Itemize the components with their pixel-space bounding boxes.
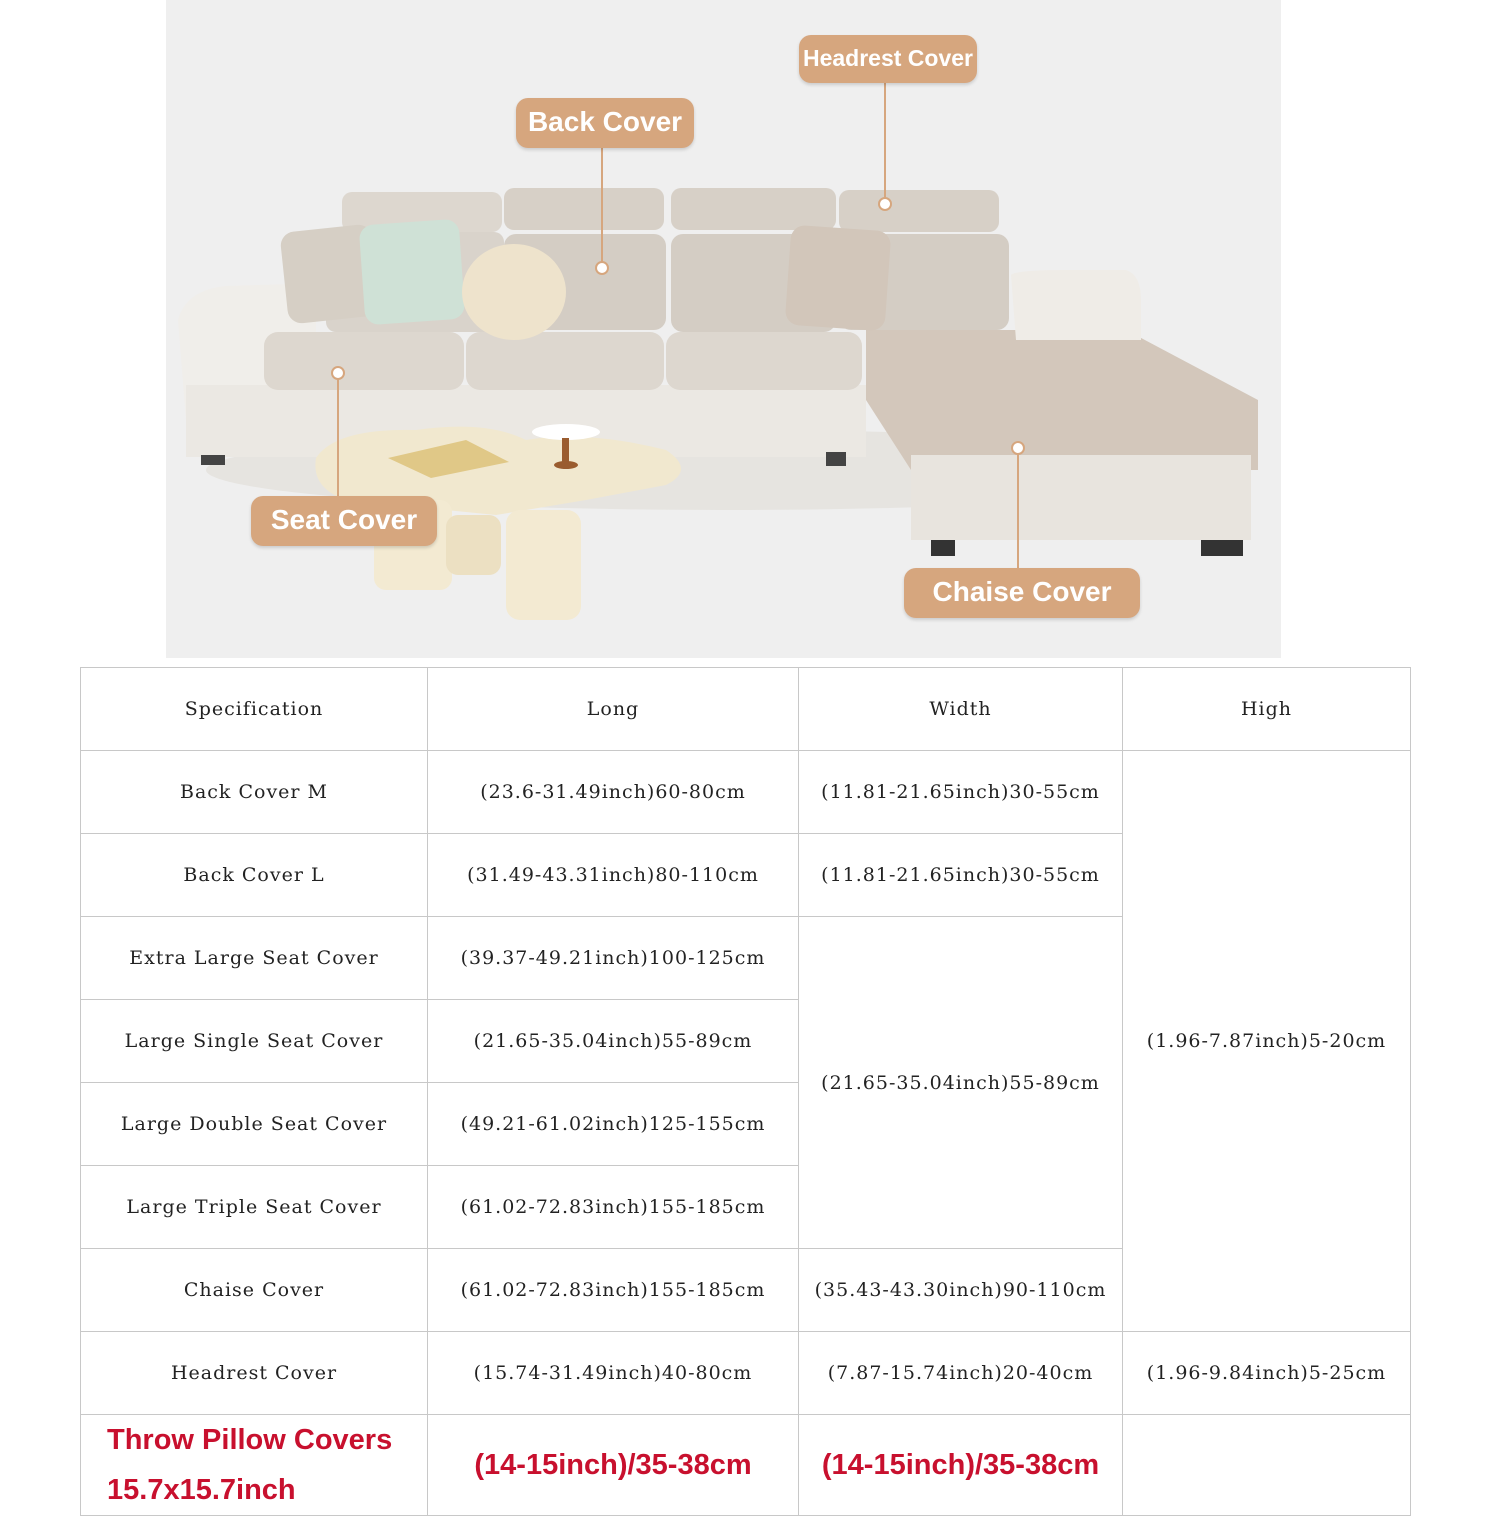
pillow-width-cell: (14-15inch)/35-38cm <box>799 1415 1123 1516</box>
column-header: Long <box>428 668 799 751</box>
column-header: High <box>1123 668 1411 751</box>
long-cell: (21.65-35.04inch)55-89cm <box>428 1000 799 1083</box>
width-cell: (35.43-43.30inch)90-110cm <box>799 1249 1123 1332</box>
column-header: Specification <box>81 668 428 751</box>
high-cell-merged: (1.96-7.87inch)5-20cm <box>1123 751 1411 1332</box>
spec-cell: Chaise Cover <box>81 1249 428 1332</box>
spec-cell: Back Cover M <box>81 751 428 834</box>
sofa-product-photo <box>166 0 1281 658</box>
pillow-name-line2: 15.7x15.7inch <box>107 1474 296 1506</box>
width-cell: (11.81-21.65inch)30-55cm <box>799 834 1123 917</box>
long-cell: (39.37-49.21inch)100-125cm <box>428 917 799 1000</box>
pillow-name-line1: Throw Pillow Covers <box>107 1424 393 1456</box>
long-cell: (23.6-31.49inch)60-80cm <box>428 751 799 834</box>
table-row <box>81 1332 1411 1415</box>
sofa-illustration <box>166 0 1281 658</box>
long-cell: (15.74-31.49inch)40-80cm <box>428 1332 799 1415</box>
chaise-cover-callout: Chaise Cover <box>904 568 1140 618</box>
spec-cell: Large Single Seat Cover <box>81 1000 428 1083</box>
width-cell-merged: (21.65-35.04inch)55-89cm <box>799 917 1123 1249</box>
back-cover-callout: Back Cover <box>516 98 694 148</box>
table-row <box>81 751 1411 834</box>
long-cell: (61.02-72.83inch)155-185cm <box>428 1166 799 1249</box>
width-cell: (11.81-21.65inch)30-55cm <box>799 751 1123 834</box>
table-header-row <box>81 668 1411 751</box>
spec-cell: Headrest Cover <box>81 1332 428 1415</box>
long-cell: (49.21-61.02inch)125-155cm <box>428 1083 799 1166</box>
pillow-spec-cell <box>81 1415 428 1516</box>
long-cell: (31.49-43.31inch)80-110cm <box>428 834 799 917</box>
seat-cover-callout: Seat Cover <box>251 496 437 546</box>
spec-cell: Back Cover L <box>81 834 428 917</box>
spec-cell: Extra Large Seat Cover <box>81 917 428 1000</box>
pillow-row <box>81 1415 1411 1516</box>
column-header: Width <box>799 668 1123 751</box>
long-cell: (61.02-72.83inch)155-185cm <box>428 1249 799 1332</box>
high-cell: (1.96-9.84inch)5-25cm <box>1123 1332 1411 1415</box>
pillow-long-cell: (14-15inch)/35-38cm <box>428 1415 799 1516</box>
spec-cell: Large Double Seat Cover <box>81 1083 428 1166</box>
size-specification-table <box>80 667 1411 1516</box>
headrest-cover-callout: Headrest Cover <box>799 35 977 83</box>
spec-cell: Large Triple Seat Cover <box>81 1166 428 1249</box>
pillow-high-cell <box>1123 1415 1411 1516</box>
width-cell: (7.87-15.74inch)20-40cm <box>799 1332 1123 1415</box>
